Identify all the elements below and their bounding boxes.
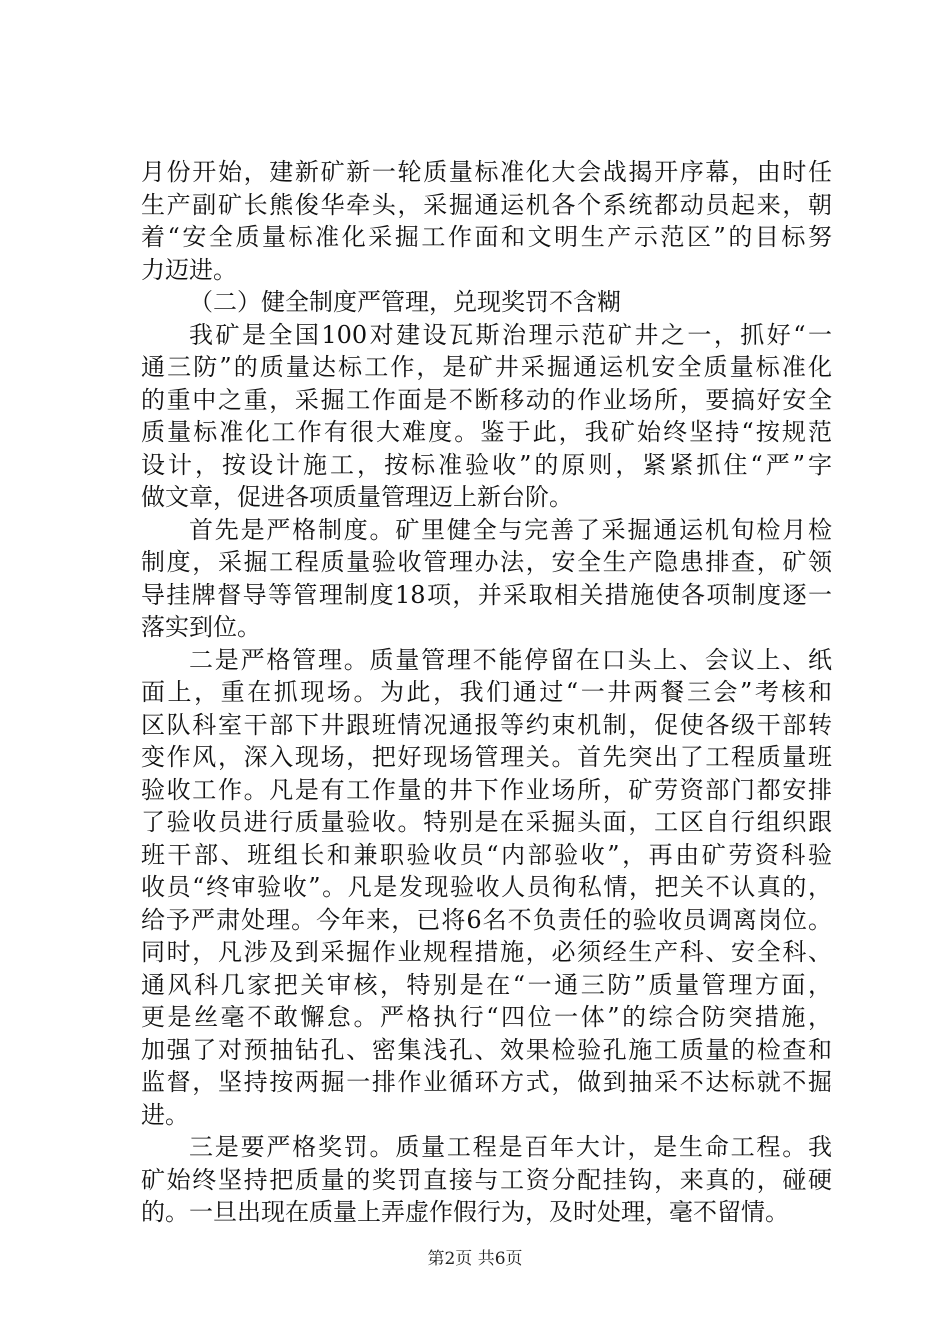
text-line: 导挂牌督导等管理制度18项，并采取相关措施使各项制度逐一 <box>141 580 832 609</box>
text-line: 通三防”的质量达标工作，是矿井采掘通运机安全质量标准化 <box>141 353 832 381</box>
text-line: （二）健全制度严管理，兑现奖罚不含糊 <box>189 288 621 316</box>
text-line: 首先是严格制度。矿里健全与完善了采掘通运机旬检月检 <box>189 515 832 544</box>
text-line: 着“安全质量标准化采掘工作面和文明生产示范区”的目标努 <box>141 223 832 251</box>
text-line: 通风科几家把关审核，特别是在“一通三防”质量管理方面， <box>141 970 832 999</box>
text-line: 更是丝毫不敢懈怠。严格执行“四位一体”的综合防突措施， <box>141 1003 832 1031</box>
text-line: 二是严格管理。质量管理不能停留在口头上、会议上、纸 <box>189 645 832 674</box>
text-line: 质量标准化工作有很大难度。鉴于此，我矿始终坚持“按规范 <box>141 418 832 446</box>
text-line: 进。 <box>141 1100 189 1129</box>
text-line: 给予严肃处理。今年来，已将6名不负责任的验收员调离岗位。 <box>141 905 832 934</box>
text-line: 矿始终坚持把质量的奖罚直接与工资分配挂钩，来真的，碰硬 <box>141 1165 832 1194</box>
text-line: 三是要严格奖罚。质量工程是百年大计，是生命工程。我 <box>189 1133 832 1161</box>
text-line: 我矿是全国100对建设瓦斯治理示范矿井之一，抓好“一 <box>189 320 832 349</box>
text-line: 生产副矿长熊俊华牵头，采掘通运机各个系统都动员起来，朝 <box>141 190 832 219</box>
text-line: 区队科室干部下井跟班情况通报等约束机制，促使各级干部转 <box>141 710 832 739</box>
text-line: 力迈进。 <box>141 255 237 284</box>
paragraph-p6 <box>141 1131 832 1229</box>
document-body <box>141 156 832 1229</box>
paragraph-p2 <box>141 286 832 319</box>
text-line: 的。一旦出现在质量上弄虚作假行为，及时处理，毫不留情。 <box>141 1198 789 1226</box>
text-line: 验收工作。凡是有工作量的井下作业场所，矿劳资部门都安排 <box>141 775 832 804</box>
text-line: 班干部、班组长和兼职验收员“内部验收”，再由矿劳资科验 <box>141 840 832 869</box>
text-line: 同时，凡涉及到采掘作业规程措施，必须经生产科、安全科、 <box>141 938 832 966</box>
text-line: 监督，坚持按两掘一排作业循环方式，做到抽采不达标就不掘 <box>141 1068 832 1096</box>
paragraph-p5 <box>141 644 832 1132</box>
text-line: 变作风，深入现场，把好现场管理关。首先突出了工程质量班 <box>141 743 832 771</box>
text-line: 设计，按设计施工，按标准验收”的原则，紧紧抓住“严”字 <box>141 450 832 479</box>
text-line: 制度，采掘工程质量验收管理办法，安全生产隐患排查，矿领 <box>141 548 832 576</box>
text-line: 的重中之重，采掘工作面是不断移动的作业场所，要搞好安全 <box>141 385 832 414</box>
paragraph-p4 <box>141 514 832 644</box>
text-line: 了验收员进行质量验收。特别是在采掘头面，工区自行组织跟 <box>141 808 832 836</box>
paragraph-p3 <box>141 319 832 514</box>
paragraph-p1 <box>141 156 832 286</box>
text-line: 收员“终审验收”。凡是发现验收人员徇私情，把关不认真的， <box>141 873 832 901</box>
text-line: 做文章，促进各项质量管理迈上新台阶。 <box>141 483 573 511</box>
text-line: 月份开始，建新矿新一轮质量标准化大会战揭开序幕，由时任 <box>141 158 832 186</box>
text-line: 面上，重在抓现场。为此，我们通过“一井两餐三会”考核和 <box>141 678 832 706</box>
page-number-footer: 第2页 共6页 <box>427 1249 523 1269</box>
text-line: 落实到位。 <box>141 613 261 641</box>
text-line: 加强了对预抽钻孔、密集浅孔、效果检验孔施工质量的检查和 <box>141 1035 832 1064</box>
